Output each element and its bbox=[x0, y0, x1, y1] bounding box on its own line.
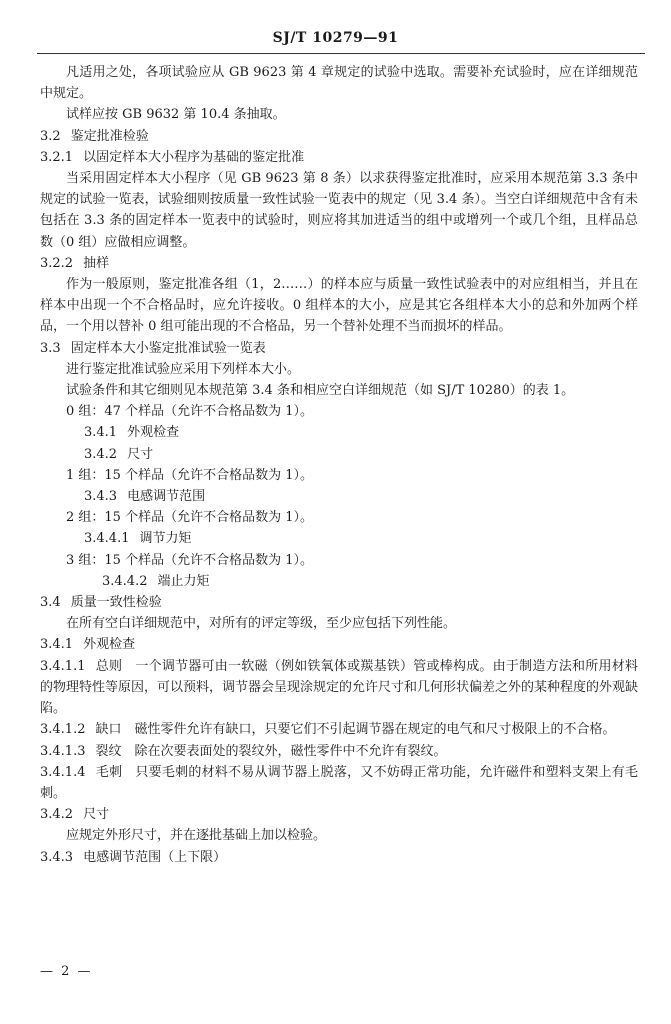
paragraph-text: 质量一致性检验 bbox=[70, 595, 162, 611]
body-paragraph bbox=[40, 104, 638, 125]
paragraph-text: 电感调节范围 bbox=[127, 489, 206, 505]
section-number: 3.4.1 bbox=[40, 637, 74, 653]
body-paragraph bbox=[40, 507, 638, 528]
paragraph-text: 外观检查 bbox=[127, 425, 180, 441]
section-number: 3.4.1.1 bbox=[40, 658, 86, 674]
paragraph-text: 固定样本大小鉴定批准试验一览表 bbox=[70, 340, 266, 356]
section-paragraph bbox=[40, 444, 638, 465]
section-paragraph bbox=[40, 486, 638, 507]
body-paragraph bbox=[40, 168, 638, 253]
section-paragraph bbox=[40, 528, 638, 549]
section-number: 3.2.2 bbox=[40, 255, 74, 271]
paragraph-text: 凡适用之处，各项试验应从 GB 9623 第 4 章规定的试验中选取。需要补充试验时，应在详细规范中规定。 bbox=[40, 65, 638, 102]
section-number: 3.4.1 bbox=[84, 425, 118, 441]
paragraph-text: 作为一般原则，鉴定批准各组（1，2……）的样本应与质量一致性试验表中的对应组相当，并且在样本中出现一个不合格品时，应允许接收。0 组样本的大小，应是其它各组样本大小的总和外加两个样品，一个用以替补 0 组可能出现的不合格品，另一个替补处理不当而损坏的样品。 bbox=[40, 277, 638, 335]
section-paragraph bbox=[40, 592, 638, 613]
section-number: 3.4.1.2 bbox=[40, 722, 86, 738]
section-number: 3.4 bbox=[40, 595, 61, 611]
paragraph-text: 尺寸 bbox=[83, 807, 110, 823]
section-paragraph bbox=[40, 338, 638, 359]
paragraph-text: 3 组：15 个样品（允许不合格品数为 1）。 bbox=[66, 552, 313, 568]
section-paragraph bbox=[40, 571, 638, 592]
header-rule bbox=[37, 53, 645, 54]
page-number: — 2 — bbox=[40, 964, 93, 979]
section-number: 3.4.2 bbox=[84, 446, 118, 462]
section-paragraph bbox=[40, 656, 638, 720]
paragraph-text: 尺寸 bbox=[127, 446, 154, 462]
section-paragraph bbox=[40, 422, 638, 443]
paragraph-text: 2 组：15 个样品（允许不合格品数为 1）。 bbox=[66, 510, 313, 526]
body-paragraph bbox=[40, 550, 638, 571]
section-paragraph bbox=[40, 741, 638, 762]
section-paragraph bbox=[40, 762, 638, 804]
paragraph-text: 试验条件和其它细则见本规范第 3.4 条和相应空白详细规范（如 SJ/T 10280）的表 1。 bbox=[66, 383, 575, 399]
paragraph-text: 裂纹 除在次要表面处的裂纹外，磁性零件中不允许有裂纹。 bbox=[95, 743, 447, 759]
body-paragraph bbox=[40, 613, 638, 634]
section-number: 3.4.4.2 bbox=[102, 573, 148, 589]
paragraph-text: 1 组：15 个样品（允许不合格品数为 1）。 bbox=[66, 467, 313, 483]
section-number: 3.4.4.1 bbox=[84, 531, 130, 547]
section-number: 3.4.1.4 bbox=[40, 764, 86, 780]
section-number: 3.4.1.3 bbox=[40, 743, 86, 759]
section-number: 3.4.3 bbox=[84, 489, 118, 505]
section-number: 3.2.1 bbox=[40, 149, 74, 165]
paragraph-text: 总则 一个调节器可由一软磁（例如铁氧体或羰基铁）管或棒构成。由于制造方法和所用材料的物理特性等原因，可以预料，调节器会呈现涂规定的允许尺寸和几何形状偏差之外的某种程度的外观缺陷。 bbox=[40, 658, 639, 717]
paragraph-text: 应规定外形尺寸，并在逐批基础上加以检验。 bbox=[66, 828, 327, 844]
body-paragraph bbox=[40, 380, 638, 401]
paragraph-text: 电感调节范围（上下限） bbox=[83, 849, 227, 865]
paragraph-text: 当采用固定样本大小程序（见 GB 9623 第 8 条）以求获得鉴定批准时，应采用本规范第 3.3 条中规定的试验一览表，试验细则按质量一致性试验一览表中的规定（见 3.4 条）。当空白详细规范中含有未包括在 3.3 条的固定样本一览表中的试验时，则应将其加进适当的组中或增列一个或几个组，且样品总数（0 组）应做相应调整。 bbox=[40, 171, 638, 250]
paragraph-text: 毛刺 只要毛刺的材料不易从调节器上脱落，又不妨碍正常功能，允许磁件和塑料支架上有毛刺。 bbox=[40, 764, 638, 801]
section-paragraph bbox=[40, 253, 638, 274]
section-paragraph bbox=[40, 804, 638, 825]
paragraph-text: 以固定样本大小程序为基础的鉴定批准 bbox=[83, 149, 305, 165]
body-text bbox=[40, 62, 638, 868]
paragraph-text: 试样应按 GB 9632 第 10.4 条抽取。 bbox=[66, 107, 286, 123]
paragraph-text: 抽样 bbox=[83, 255, 110, 271]
body-paragraph bbox=[40, 465, 638, 486]
body-paragraph bbox=[40, 401, 638, 422]
paragraph-text: 0 组：47 个样品（允许不合格品数为 1）。 bbox=[66, 404, 313, 420]
body-paragraph bbox=[40, 274, 638, 338]
section-number: 3.3 bbox=[40, 340, 61, 356]
section-paragraph bbox=[40, 847, 638, 868]
body-paragraph bbox=[40, 62, 638, 104]
paragraph-text: 端止力矩 bbox=[157, 573, 210, 589]
section-paragraph bbox=[40, 147, 638, 168]
paragraph-text: 在所有空白详细规范中，对所有的评定等级，至少应包括下列性能。 bbox=[66, 616, 457, 632]
paragraph-text: 调节力矩 bbox=[139, 531, 192, 547]
page-header-standard-number: SJ/T 10279—91 bbox=[272, 30, 399, 46]
section-number: 3.2 bbox=[40, 128, 61, 144]
paragraph-text: 外观检查 bbox=[83, 637, 136, 653]
section-number: 3.4.3 bbox=[40, 849, 74, 865]
body-paragraph bbox=[40, 825, 638, 846]
body-paragraph bbox=[40, 359, 638, 380]
paragraph-text: 缺口 磁性零件允许有缺口，只要它们不引起调节器在规定的电气和尺寸极限上的不合格。 bbox=[95, 722, 616, 738]
section-paragraph bbox=[40, 126, 638, 147]
section-paragraph bbox=[40, 719, 638, 740]
section-number: 3.4.2 bbox=[40, 807, 74, 823]
paragraph-text: 进行鉴定批准试验应采用下列样本大小。 bbox=[66, 361, 301, 377]
section-paragraph bbox=[40, 634, 638, 655]
paragraph-text: 鉴定批准检验 bbox=[70, 128, 149, 144]
